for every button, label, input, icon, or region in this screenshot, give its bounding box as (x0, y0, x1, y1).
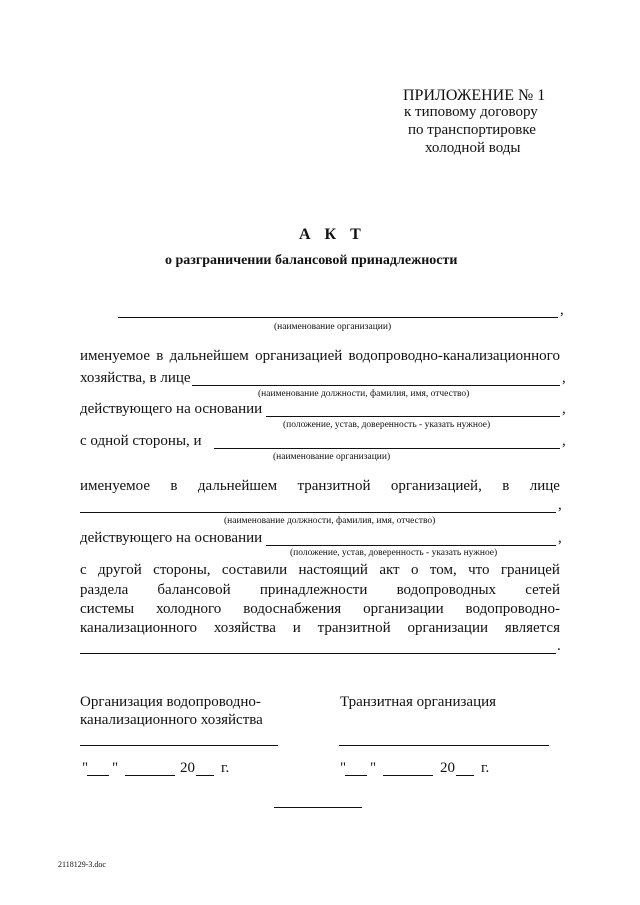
paragraph-line-4 (80, 620, 560, 637)
word: о (411, 562, 419, 578)
date-left-month-line[interactable] (125, 775, 175, 776)
word: водопроводных (396, 582, 497, 598)
acting-basis-line-2[interactable] (266, 545, 556, 546)
word: канализационного (80, 620, 198, 636)
in-person-line[interactable] (192, 385, 560, 386)
word: в (502, 478, 510, 494)
date-left-suffix: г. (221, 760, 230, 776)
word: организацией, (390, 478, 482, 494)
word: и (292, 620, 301, 636)
signature-left-label-2: канализационного хозяйства (80, 712, 263, 728)
act-title: А К Т (299, 226, 366, 243)
paragraph-line-3 (80, 601, 560, 618)
transit-row (80, 478, 560, 495)
doc-id: 2118129-3.doc (58, 860, 106, 869)
date-left-year: 20 (180, 760, 195, 776)
word: водопроводно-канализационного (348, 348, 560, 364)
caption-position-name: (наименование должности, фамилия, имя, отчество) (258, 389, 470, 399)
word: в (156, 348, 164, 364)
date-left-day-line[interactable] (87, 775, 109, 776)
word: границей (500, 562, 560, 578)
word: стороны, (153, 562, 211, 578)
word: транзитной (297, 478, 371, 494)
acting-basis-line[interactable] (266, 416, 560, 417)
word: организации (363, 601, 444, 617)
signature-left-line[interactable] (80, 745, 278, 746)
hereinafter-row (80, 348, 560, 365)
caption-org-name-2: (наименование организации) (273, 452, 391, 462)
acting-basis-label: действующего на основании (80, 401, 263, 417)
acting-basis-comma: , (562, 401, 566, 417)
caption-org-name: (наименование организации) (274, 322, 392, 332)
one-side-line[interactable] (214, 448, 560, 449)
acting-basis-label-2: действующего на основании (80, 530, 263, 546)
org-name-comma: , (560, 302, 564, 318)
appendix-line-3: холодной воды (425, 140, 521, 156)
word: том, (429, 562, 457, 578)
transit-position-line[interactable] (80, 512, 556, 513)
word: дальнейшем (169, 348, 249, 364)
word: водоснабжения (243, 601, 342, 617)
word: другой (98, 562, 142, 578)
boundary-period: . (557, 638, 561, 654)
word: хозяйства (213, 620, 276, 636)
appendix-line-2: по транспортировке (408, 122, 536, 138)
appendix-line-1: к типовому договору (404, 104, 538, 120)
word: транзитной (317, 620, 391, 636)
acting-basis-comma-2: , (558, 530, 562, 546)
bottom-separator (274, 807, 362, 808)
word: лице (529, 478, 560, 494)
appendix-title: ПРИЛОЖЕНИЕ № 1 (403, 87, 546, 104)
one-side-comma: , (562, 433, 566, 449)
in-person-comma: , (562, 370, 566, 386)
date-left-year-line[interactable] (196, 775, 214, 776)
date-right-quote-close: " (370, 760, 377, 776)
signature-left-label-1: Организация водопроводно- (80, 694, 261, 710)
word: составили (221, 562, 288, 578)
signature-right-label: Транзитная организация (340, 694, 497, 710)
word: именуемое (80, 478, 150, 494)
boundary-line[interactable] (80, 653, 556, 654)
word: балансовой (157, 582, 231, 598)
word: организации (407, 620, 489, 636)
word: сетей (525, 582, 560, 598)
paragraph-line-2 (80, 582, 560, 599)
act-subtitle: о разграничении балансовой принадлежности (165, 253, 458, 268)
date-right-quote-open: " (340, 760, 347, 776)
word: что (468, 562, 490, 578)
word: акт (379, 562, 400, 578)
word: дальнейшем (197, 478, 278, 494)
caption-basis-2: (положение, устав, доверенность - указать нужное) (290, 548, 498, 558)
word: с (80, 562, 87, 578)
date-right-suffix: г. (481, 760, 490, 776)
word: водопроводно- (465, 601, 560, 617)
word: раздела (80, 582, 129, 598)
word: организацией (255, 348, 343, 364)
date-right-month-line[interactable] (383, 775, 433, 776)
org-name-line[interactable] (118, 317, 558, 318)
one-side-label: с одной стороны, и (80, 433, 202, 449)
date-left-quote-open: " (82, 760, 89, 776)
signature-right-line[interactable] (339, 745, 549, 746)
word: является (504, 620, 560, 636)
caption-position-name-2: (наименование должности, фамилия, имя, отчество) (224, 516, 436, 526)
date-right-year-line[interactable] (456, 775, 474, 776)
word: настоящий (298, 562, 368, 578)
paragraph-line-1 (80, 562, 560, 579)
transit-position-comma: , (558, 497, 562, 513)
caption-basis: (положение, устав, доверенность - указать нужное) (283, 420, 491, 430)
word: системы (80, 601, 135, 617)
date-right-year: 20 (440, 760, 455, 776)
word: принадлежности (259, 582, 368, 598)
date-left-quote-close: " (112, 760, 119, 776)
in-person-label: хозяйства, в лице (80, 370, 191, 386)
date-right-day-line[interactable] (345, 775, 367, 776)
word: холодного (156, 601, 222, 617)
word: именуемое (80, 348, 150, 364)
word: в (170, 478, 178, 494)
